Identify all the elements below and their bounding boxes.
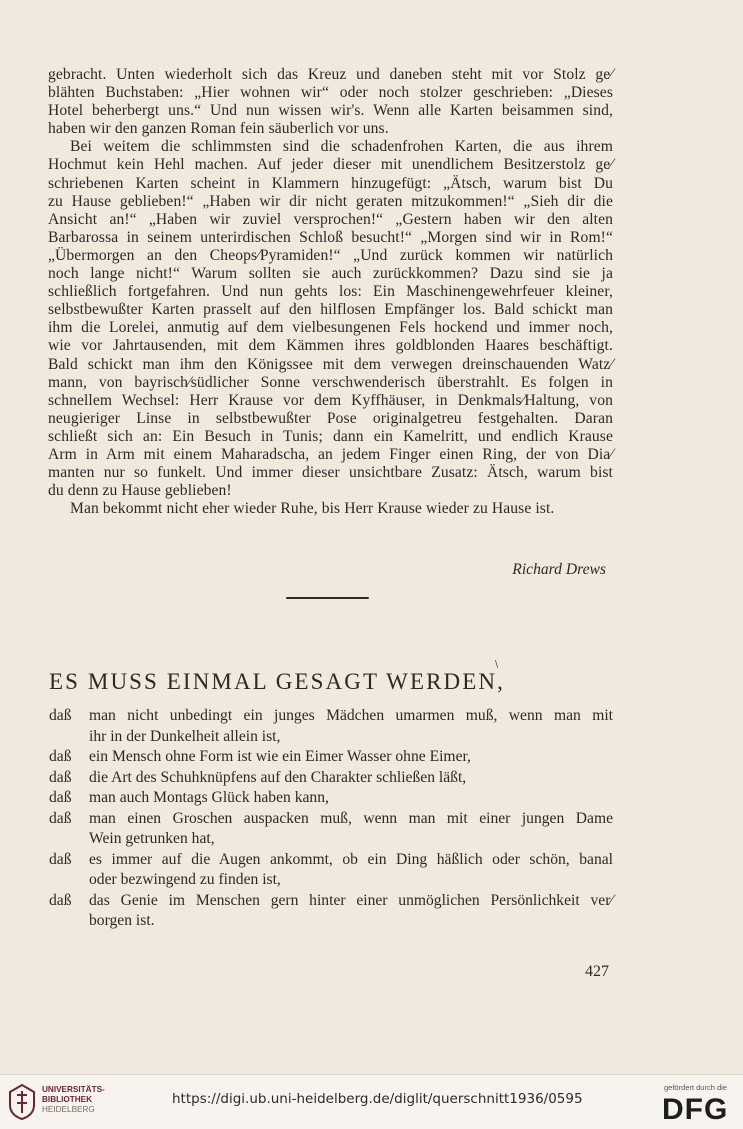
item-line: ein Mensch ohne Form ist wie ein Eimer Wasser ohne Eimer, xyxy=(89,748,471,765)
text-line: schließlich fortgefahren. Und nun gehts los: Ein Maschinengewehrfeuer kleiner, xyxy=(48,283,613,301)
item-line: es immer auf die Augen ankommt, ob ein Ding häßlich oder schön, banal xyxy=(89,850,613,868)
text-line: neugieriger Linse in selbstbewußter Pose originalgetreu festgehalten. Daran xyxy=(48,409,613,427)
item-lead: daß xyxy=(49,768,72,786)
text-line: Hotel beherbergt uns.“ Und nun wissen wir's. Wenn alle Karten beisammen sind, xyxy=(48,102,613,120)
item-line: man auch Montags Glück haben kann, xyxy=(89,789,329,806)
permalink[interactable]: https://digi.ub.uni-heidelberg.de/diglit/querschnitt1936/0595 xyxy=(172,1091,583,1107)
dfg-logo: DFG xyxy=(662,1093,729,1126)
university-seal-icon xyxy=(8,1083,36,1121)
item-line: man nicht unbedingt ein junges Mädchen umarmen muß, wenn man mit xyxy=(89,707,613,724)
text-line: ihm die Lorelei, anmutig auf dem vielbesungenen Fels hockend und immer noch, xyxy=(48,319,613,337)
item-lead: daß xyxy=(49,789,72,806)
funding-note: gefördert durch die xyxy=(664,1083,727,1092)
list-item xyxy=(49,850,613,891)
text-line: schriebenen Karten scheint in Klammern hinzugefügt: „Ätsch, warum bist Du xyxy=(48,174,613,192)
text-line: wie vor Jahrtausenden, mit dem Kämmen ihres goldblonden Haares beschäftigt. xyxy=(48,337,613,355)
item-lead: daß xyxy=(49,850,72,868)
list-item xyxy=(49,768,613,789)
text-line: schließt sich an: Ein Besuch in Tunis; dann ein Kamelritt, und endlich Krause xyxy=(48,427,613,445)
text-line: haben wir den ganzen Roman fein säuberlich vor uns. xyxy=(48,120,389,138)
list-item xyxy=(49,747,613,768)
library-name: UNIVERSITÄTS- BIBLIOTHEK HEIDELBERG xyxy=(42,1085,105,1114)
item-line: man einen Groschen auspacken muß, wenn man mit einer jungen Dame xyxy=(89,809,613,827)
item-lead: daß xyxy=(49,891,72,909)
text-line: gebracht. Unten wiederholt sich das Kreuz und daneben steht mit vor Stolz ge⁄ xyxy=(48,66,613,83)
item-line: oder bezwingend zu finden ist, xyxy=(89,871,281,888)
text-line: manten nur so funkelt. Und immer dieser unsichtbare Zusatz: Ätsch, warum bist xyxy=(48,464,613,482)
item-lead: daß xyxy=(49,707,72,724)
text-line: mann, von bayrisch⁄südlicher Sonne verschwenderisch überstrahlt. Es folgen in xyxy=(48,373,613,391)
list-item xyxy=(49,706,613,747)
text-line: schnellem Wechsel: Herr Krause vor dem Kyffhäuser, in Denkmals⁄Haltung, von xyxy=(48,391,613,409)
list-item xyxy=(49,788,613,809)
section-divider xyxy=(286,597,369,599)
poem-list xyxy=(49,706,613,932)
item-lead: daß xyxy=(49,809,72,827)
text-line: Man bekommt nicht eher wieder Ruhe, bis Herr Krause wieder zu Hause ist. xyxy=(70,500,555,518)
author-signature: Richard Drews xyxy=(512,561,606,578)
item-line: borgen ist. xyxy=(89,912,155,929)
article-text xyxy=(48,66,613,518)
text-line: Hochmut kein Hehl machen. Auf jeder dieser mit unendlichem Besitzerstolz ge⁄ xyxy=(48,156,613,174)
text-line: blähten Buchstaben: „Hier wohnen wir“ oder noch stolzer geschrieben: „Dieses xyxy=(48,84,613,102)
text-line: selbstbewußter Karten prasselt auf den hilflosen Empfänger los. Bald schickt man xyxy=(48,301,613,319)
text-line: Bald schickt man ihm den Königssee mit dem verwegen dreinschauenden Watz⁄ xyxy=(48,355,613,373)
item-line: die Art des Schuhknüpfens auf den Charakter schließen läßt, xyxy=(89,768,467,786)
text-line: Barbarossa in seinem unterirdischen Schloß besucht!“ „Morgen sind wir in Rom!“ xyxy=(48,228,613,246)
item-lead: daß xyxy=(49,748,72,765)
list-item xyxy=(49,809,613,850)
text-line: Bei weitem die schlimmsten sind die schadenfrohen Karten, die aus ihrem xyxy=(70,138,613,156)
page-number: 427 xyxy=(585,963,609,980)
item-line: ihr in der Dunkelheit allein ist, xyxy=(89,727,281,745)
viewer-footer xyxy=(0,1074,743,1129)
text-line: du denn zu Hause geblieben! xyxy=(48,482,232,500)
text-line: noch lange nicht!“ Warum sollten sie auch zurückkommen? Dazu sind sie ja xyxy=(48,265,613,283)
text-line: Ansicht an!“ „Haben wir zuviel versprochen!“ „Gestern haben wir den alten xyxy=(48,210,613,228)
item-line: Wein getrunken hat, xyxy=(89,830,215,847)
list-item xyxy=(49,891,613,932)
poem-title: ES MUSS EINMAL GESAGT WERDEN, xyxy=(49,669,505,694)
scan-mark: \ xyxy=(495,660,499,670)
text-line: „Übermorgen an den Cheops⁄Pyramiden!“ „Und zurück kommen wir natürlich xyxy=(48,246,613,264)
text-line: zu Hause geblieben!“ „Haben wir dir nicht geraten mitzukommen!“ „Sieh dir die xyxy=(48,192,613,210)
text-line: Arm in Arm mit einem Maharadscha, an jedem Finger einen Ring, der von Dia⁄ xyxy=(48,445,613,463)
item-line: das Genie im Menschen gern hinter einer unmöglichen Persönlichkeit ver⁄ xyxy=(89,891,613,909)
